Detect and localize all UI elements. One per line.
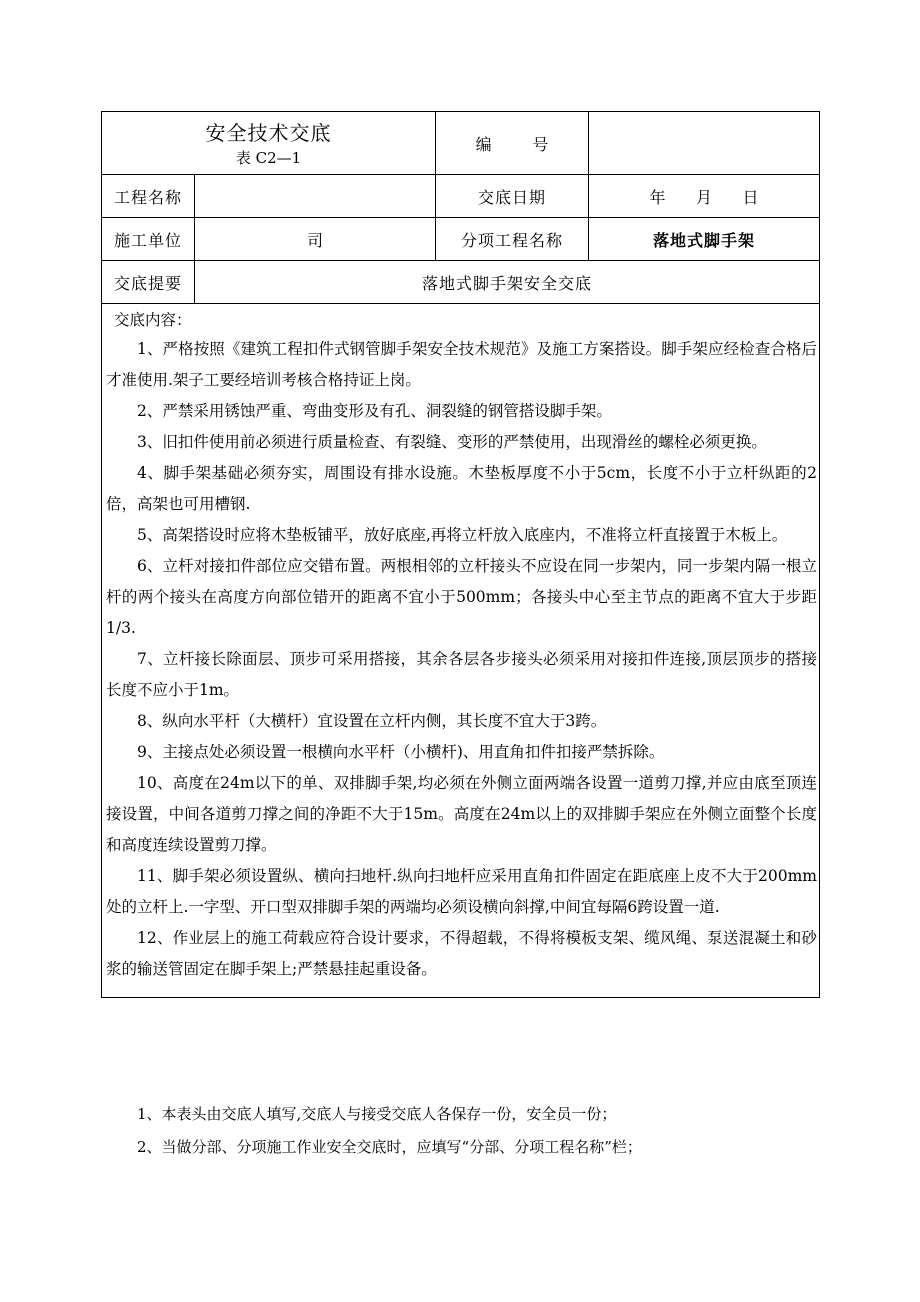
summary-field[interactable]: 落地式脚手架安全交底 bbox=[195, 261, 820, 304]
summary-label: 交底提要 bbox=[102, 261, 195, 304]
document-title: 安全技术交底 bbox=[205, 121, 332, 145]
content-item-5: 5、高架搭设时应将木垫板铺平，放好底座,再将立杆放入底座内，不准将立杆直接置于木板上。 bbox=[137, 526, 788, 544]
construction-unit-label: 施工单位 bbox=[102, 218, 195, 261]
content-item-3: 3、旧扣件使用前必须进行质量检查、有裂缝、变形的严禁使用，出现滑丝的螺栓必须更换。 bbox=[137, 433, 767, 451]
footnote-1: 1、本表头由交底人填写,交底人与接受交底人各保存一份，安全员一份； bbox=[137, 1105, 617, 1123]
footnote-2: 2、当做分部、分项施工作业安全交底时，应填写“分部、分项工程名称”栏； bbox=[137, 1138, 642, 1156]
safety-briefing-form bbox=[101, 111, 819, 998]
date-label: 交底日期 bbox=[436, 175, 589, 218]
number-field[interactable] bbox=[589, 112, 820, 175]
project-name-label: 工程名称 bbox=[102, 175, 195, 218]
content-item-9: 9、主接点处必须设置一根横向水平杆（小横杆)、用直角扣件扣接严禁拆除。 bbox=[137, 743, 665, 761]
content-cell bbox=[102, 304, 820, 998]
content-item-6: 6、立杆对接扣件部位应交错布置。两根相邻的立杆接头不应设在同一步架内，同一步架内隔一根立杆的两个接头在高度方向部位错开的距离不宜小于500mm；各接头中心至主节点的距离不宜大于步距1/3. bbox=[106, 557, 817, 637]
form-code: 表 C2—1 bbox=[235, 149, 302, 167]
content-item-1: 1、严格按照《建筑工程扣件式钢管脚手架安全技术规范》及施工方案搭设。脚手架应经检查合格后才准使用.架子工要经培训考核合格持证上岗。 bbox=[106, 340, 817, 389]
content-item-10: 10、高度在24m以下的单、双排脚手架,均必须在外侧立面两端各设置一道剪刀撑,并应由底至顶连接设置，中间各道剪刀撑之间的净距不大于15m。高度在24m以上的双排脚手架应在外侧立面整个长度和高度连续设置剪刀撑。 bbox=[106, 774, 817, 854]
number-label: 编 号 bbox=[436, 112, 589, 175]
content-item-4: 4、脚手架基础必须夯实，周围设有排水设施。木垫板厚度不小于5cm，长度不小于立杆纵距的2倍，高架也可用槽钢. bbox=[106, 464, 817, 513]
content-item-11: 11、脚手架必须设置纵、横向扫地杆.纵向扫地杆应采用直角扣件固定在距底座上皮不大于200mm处的立杆上.一字型、开口型双排脚手架的两端均必须设横向斜撑,中间宜每隔6跨设置一道. bbox=[106, 867, 817, 916]
form-table bbox=[101, 111, 820, 998]
date-field[interactable]: 年 月 日 bbox=[589, 175, 820, 218]
footnotes bbox=[137, 1098, 817, 1164]
content-item-7: 7、立杆接长除面层、顶步可采用搭接，其余各层各步接头必须采用对接扣件连接,顶层顶步的搭接长度不应小于1m。 bbox=[106, 650, 817, 699]
construction-unit-field[interactable]: 司 bbox=[195, 218, 436, 261]
content-item-2: 2、严禁采用锈蚀严重、弯曲变形及有孔、洞裂缝的钢管搭设脚手架。 bbox=[137, 402, 612, 420]
project-name-field[interactable] bbox=[195, 175, 436, 218]
sub-project-field[interactable]: 落地式脚手架 bbox=[589, 218, 820, 261]
content-heading: 交底内容： bbox=[114, 311, 192, 329]
sub-project-label: 分项工程名称 bbox=[436, 218, 589, 261]
content-item-8: 8、纵向水平杆（大横杆）宜设置在立杆内侧，其长度不宜大于3跨。 bbox=[137, 712, 607, 730]
content-item-12: 12、作业层上的施工荷载应符合设计要求，不得超载，不得将模板支架、缆风绳、泵送混凝土和砂浆的输送管固定在脚手架上;严禁悬挂起重设备。 bbox=[106, 929, 817, 978]
title-cell bbox=[102, 112, 436, 175]
